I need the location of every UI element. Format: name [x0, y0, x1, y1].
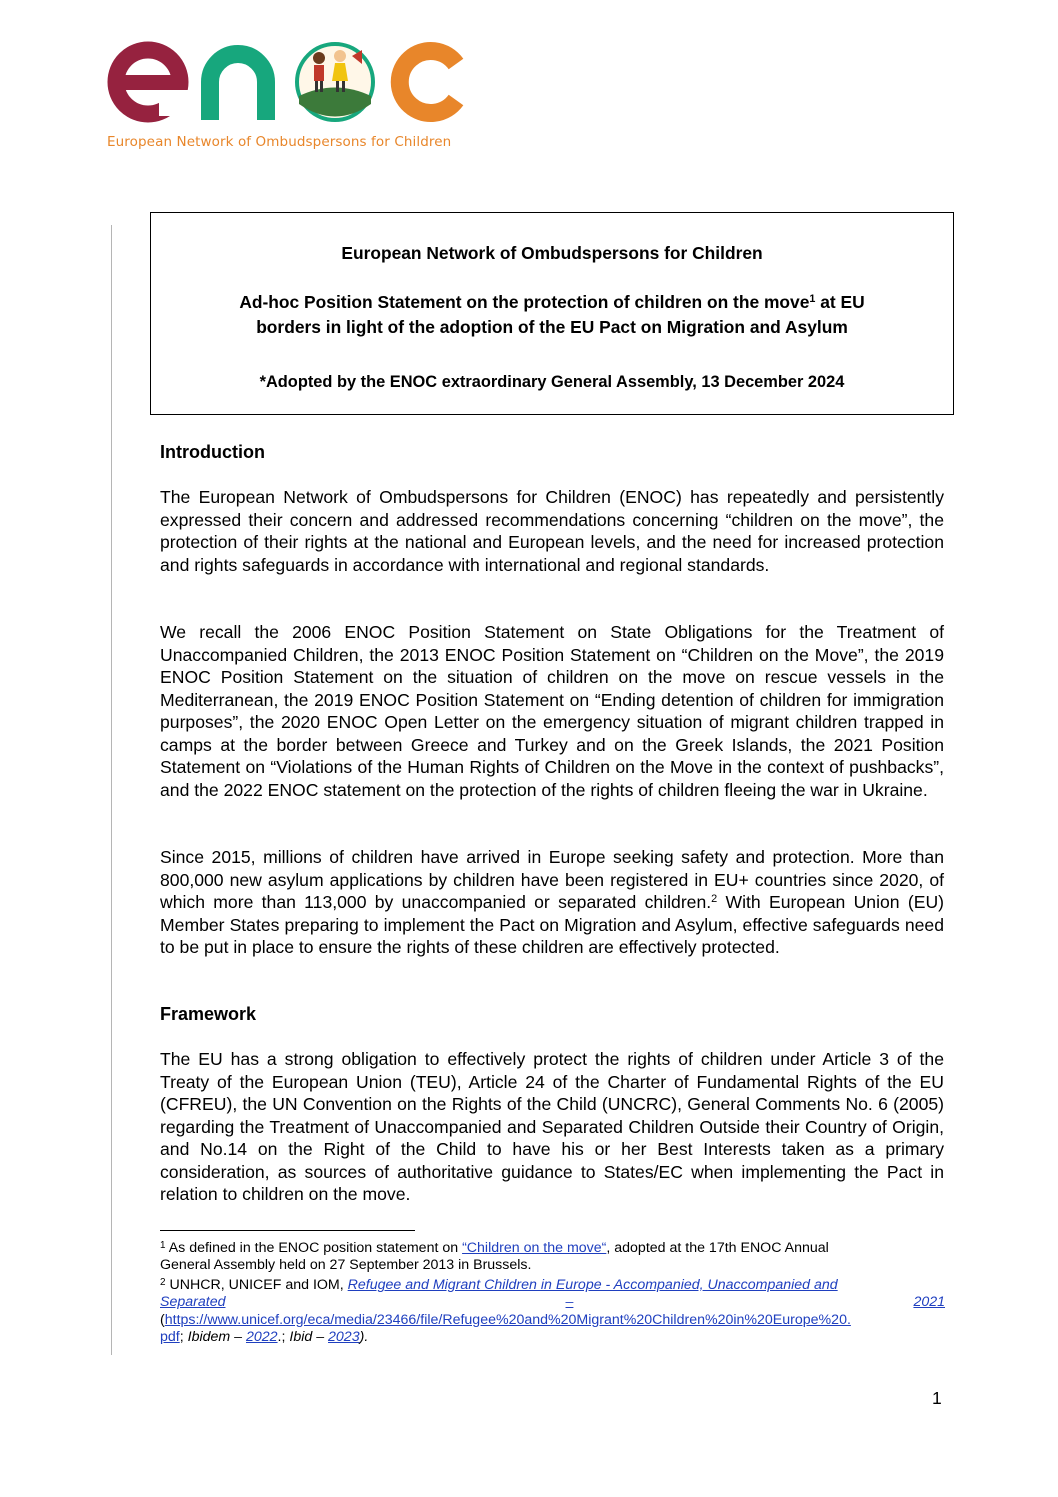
intro-paragraph-3-text-end: With European Union (EU) Member States preparing to implement the Pact on Migration and Asylum, effective safeguards need to be put in place to ensure the rights of these children are effectively protected. — [160, 892, 945, 958]
footnote-2-number: 2 — [160, 1277, 166, 1288]
footnote-2 — [160, 1277, 945, 1346]
document-title — [151, 290, 953, 340]
framework-paragraph-1: The EU has a strong obligation to effectively protect the rights of children under Article 3 of the Treaty of the European Union (TEU), Article 24 of the Charter of Fundamental Rights of the EU (CFREU), the UN Convention on the Rights of the Child (UNCRC), General Comments No. 6 (2005) regarding the Treatment of Unaccompanied and Separated Children Outside their Country of Origin, and No.14 on the Right of the Child to have his or her Best Interests taken as a primary consideration, as sources of authoritative guidance to States/EC when implementing the Pact in relation to children on the move. — [160, 1049, 944, 1205]
unicef-report-url-link-end[interactable]: pdf — [160, 1328, 180, 1345]
refugee-migrant-children-report-link[interactable]: Refugee and Migrant Children in Europe - Accompanied, Unaccompanied and — [347, 1277, 838, 1293]
separator-text: ; — [179, 1328, 188, 1345]
report-link-separated[interactable]: Separated — [160, 1294, 226, 1311]
logo-letter-n — [210, 54, 266, 120]
ibid-text: Ibid – — [289, 1328, 329, 1345]
logo-children-illustration — [297, 44, 373, 120]
margin-rule — [111, 225, 112, 1355]
organization-name: European Network of Ombudspersons for Children — [341, 243, 763, 263]
footnote-1-number: 1 — [160, 1240, 166, 1251]
link-2022[interactable]: 2022 — [245, 1328, 278, 1345]
title-line-2: borders in light of the adoption of the EU Pact on Migration and Asylum — [256, 317, 848, 337]
footnote-1 — [160, 1240, 945, 1275]
report-link-year[interactable]: 2021 — [913, 1294, 945, 1311]
intro-paragraph-2: We recall the 2006 ENOC Position Statement on State Obligations for the Treatment of Unaccompanied Children, the 2013 ENOC Position Statement on “Children on the Move”, the 2019 ENOC Position Statement on the situation of children on the move on rescue vessels in the Mediterranean, the 2019 ENOC Position Statement on “Ending detention of children for immigration purposes”, the 2020 ENOC Open Letter on the emergency situation of migrant children trapped in camps at the border between Greece and Turkey and on the Greek Islands, the 2021 Position Statement on “Violations of the Human Rights of Children on the Move in the context of pushbacks”, and the 2022 ENOC statement on the protection of the rights of children fleeing the war in Ukraine. — [160, 622, 944, 800]
footnote-1-text: As defined in the ENOC position statement on — [165, 1240, 463, 1256]
footnote-ref-1[interactable]: 1 — [809, 293, 816, 305]
page-number: 1 — [932, 1388, 942, 1408]
close-paren: ). — [359, 1328, 369, 1345]
intro-paragraph-1: The European Network of Ombudspersons for Children (ENOC) has repeatedly and persistently expressed their concern and addressed recommendations concerning “children on the move”, the protection of their rights at the national and European levels, and the need for increased protection and rights safeguards in accordance with international and regional standards. — [160, 487, 944, 575]
logo-letter-e — [116, 50, 194, 116]
unicef-report-url-link[interactable]: https://www.unicef.org/eca/media/23466/file/Refugee%20and%20Migrant%20Children%20in%20Europe%20. — [164, 1311, 851, 1328]
children-on-the-move-link[interactable]: “Children on the move“ — [462, 1240, 607, 1256]
framework-heading: Framework — [160, 1004, 257, 1024]
separator-text-2: .; — [277, 1328, 290, 1345]
footnote-2-text: UNHCR, UNICEF and IOM, — [165, 1277, 348, 1293]
footnote-1-text-end: , adopted at the 17th ENOC Annual — [606, 1240, 829, 1256]
ibidem-text: Ibidem – — [187, 1328, 246, 1345]
report-link-dash[interactable]: – — [565, 1294, 574, 1311]
adoption-note: *Adopted by the ENOC extraordinary General Assembly, 13 December 2024 — [259, 373, 845, 391]
intro-paragraph-3-text: Since 2015, millions of children have arrived in Europe seeking safety and protection. More than 800,000 new asylum applications by children have been registered in EU+ countries since 2020, of which more than 113,000 by unaccompanied or separated children. — [160, 847, 944, 913]
intro-paragraph-3 — [160, 846, 944, 959]
title-text: Ad-hoc Position Statement on the protection of children on the move — [239, 292, 810, 312]
introduction-heading: Introduction — [160, 442, 265, 462]
logo-tagline: European Network of Ombudspersons for Children — [107, 134, 452, 150]
footnote-1-line-2: General Assembly held on 27 September 2013 in Brussels. — [160, 1257, 532, 1274]
url-open-paren: ( — [160, 1311, 165, 1328]
link-2023[interactable]: 2023 — [328, 1328, 360, 1345]
footnote-ref-2[interactable]: 2 — [711, 893, 718, 906]
footnote-2-link-line[interactable] — [160, 1294, 945, 1311]
footnote-separator — [160, 1230, 415, 1231]
logo-letter-c — [400, 51, 456, 113]
title-box — [150, 212, 954, 415]
title-text-end: at EU — [815, 292, 865, 312]
